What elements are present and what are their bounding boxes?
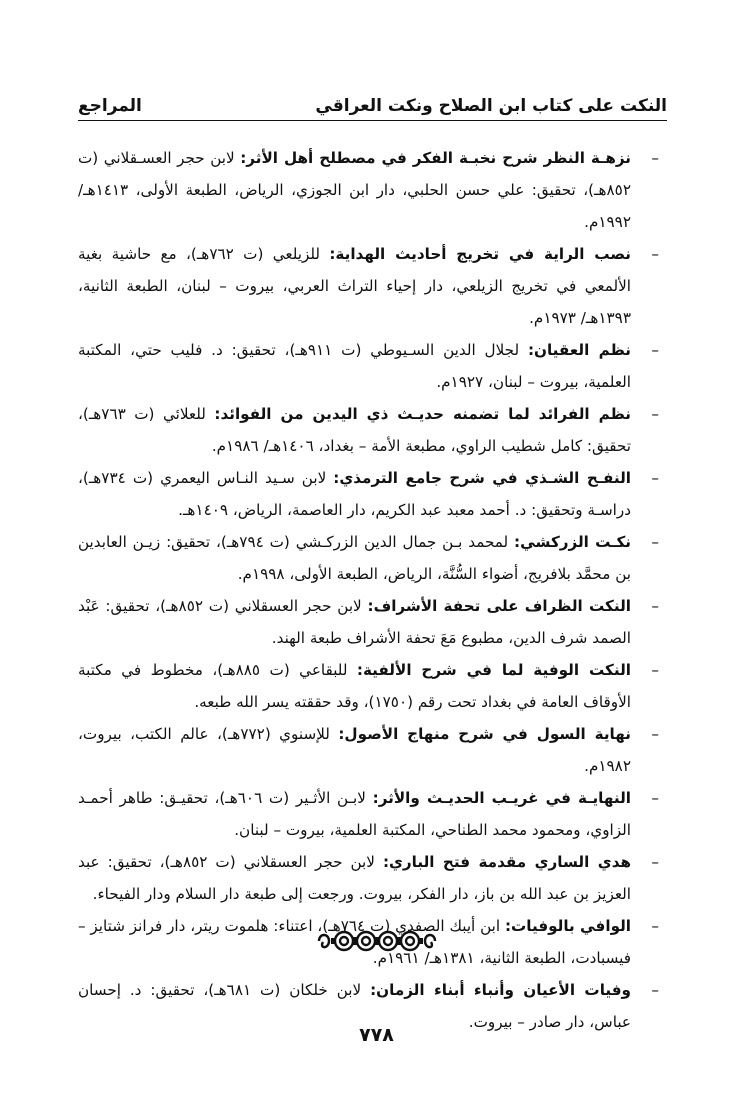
reference-entry: [78, 718, 659, 782]
entry-body: لابـن الأثـير (ت ٦٠٦هـ)، تحقيـق: طاهر أحمـد الزاوي، ومحمود محمد الطناحي، المكتبة العلمية، بيروت – لبنان.: [78, 789, 631, 839]
entry-body: لمحمد بـن جمال الدين الزركـشي (ت ٧٩٤هـ)، تحقيق: زيـن العابدين بن محمَّد بلافريج، أضواء السُّنَّة، الرياض، الطبعة الأولى، ١٩٩٨م.: [78, 533, 631, 583]
entry-dash: –: [651, 405, 659, 423]
entry-title: نكـت الزركشي:: [514, 533, 631, 551]
book-title: النكت على كتاب ابن الصلاح ونكت العراقي: [315, 96, 667, 116]
entry-dash: –: [651, 789, 659, 807]
entry-title: النفـح الشـذي في شرح جامع الترمذي:: [333, 469, 631, 487]
entry-dash: –: [651, 725, 659, 743]
entry-title: النهايـة في غريـب الحديـث والأثر:: [372, 789, 631, 807]
entry-body: للبقاعي (ت ٨٨٥هـ)، مخطوط في مكتبة الأوقاف العامة في بغداد تحت رقم (١٧٥٠)، وقد حققته يسر الله طبعه.: [78, 661, 631, 711]
entry-body: ابن أيبك الصفدي (ت ٧٦٤هـ)، اعتناء: هلموت ريتر، دار فرانز شتايز – فيسبادت، الطبعة الثانية، ١٣٨١هـ/ ١٩٦١م.: [77, 917, 631, 967]
page-number: ٧٧٨: [359, 1024, 394, 1046]
entry-title: نظم العقيان:: [527, 341, 632, 359]
entry-dash: –: [651, 245, 659, 263]
entry-body: لابن خلكان (ت ٦٨١هـ)، تحقيق: د. إحسان عباس، دار صادر – بيروت.: [78, 981, 631, 1031]
running-header: [78, 86, 667, 116]
reference-entry: [78, 238, 659, 334]
entry-title: نصب الراية في تخريج أحاديث الهداية:: [329, 245, 632, 263]
entry-body: لابن حجر العسـقلاني (ت ٨٥٢هـ)، تحقيق: علي حسن الحلبي، دار ابن الجوزي، الرياض، الطبعة الأولى، ١٤١٣هـ/ ١٩٩٢م.: [78, 149, 631, 231]
entry-body: لابن حجر العسقلاني (ت ٨٥٢هـ)، تحقيق: عَبْد الصمد شرف الدين، مطبوع مَعَ تحفة الأشراف طبعة الهند.: [78, 597, 631, 647]
reference-entry: [78, 462, 659, 526]
entry-dash: –: [651, 853, 659, 871]
entry-body: لجلال الدين السـيوطي (ت ٩١١هـ)، تحقيق: د. فليب حتي، المكتبة العلمية، بيروت – لبنان، ١٩٢٧م.: [78, 341, 631, 391]
entry-dash: –: [651, 981, 659, 999]
entry-title: نهاية السول في شرح منهاج الأصول:: [338, 725, 631, 743]
entry-dash: –: [651, 597, 659, 615]
reference-entry: [78, 782, 659, 846]
entry-body: للزيلعي (ت ٧٦٢هـ)، مع حاشية بغية الألمعي في تخريج الزيلعي، دار إحياء التراث العربي، بيروت – لبنان، الطبعة الثانية، ١٣٩٣هـ/ ١٩٧٣م.: [78, 245, 631, 327]
entry-title: نزهـة النظر شرح نخبـة الفكر في مصطلح أهل الأثر:: [240, 149, 631, 167]
entry-dash: –: [651, 661, 659, 679]
entry-body: لابن حجر العسقلاني (ت ٨٥٢هـ)، تحقيق: عبد العزيز بن عبد الله بن باز، دار الفكر، بيروت. ورجعت إلى طبعة دار السلام ودار الفيحاء.: [78, 853, 631, 903]
decorative-ornament-icon: [0, 928, 753, 954]
references-list: [78, 142, 659, 1038]
reference-entry: [78, 654, 659, 718]
reference-entry: [78, 142, 659, 238]
entry-title: نظم الفرائد لما تضمنه حديـث ذي اليدين من الفوائد:: [214, 405, 631, 423]
section-title: المراجع: [78, 96, 142, 116]
entry-dash: –: [651, 917, 659, 935]
entry-dash: –: [651, 533, 659, 551]
entry-dash: –: [651, 149, 659, 167]
header-divider: [78, 120, 667, 121]
reference-entry: [78, 590, 659, 654]
entry-body: للإسنوي (٧٧٢هـ)، عالم الكتب، بيروت، ١٩٨٢م.: [78, 725, 631, 775]
reference-entry: [78, 334, 659, 398]
reference-entry: [78, 846, 659, 910]
entry-title: النكت الوفية لما في شرح الألفية:: [356, 661, 631, 679]
entry-title: الوافي بالوفيات:: [504, 917, 631, 935]
entry-title: وفيات الأعيان وأنباء أبناء الزمان:: [370, 981, 631, 999]
entry-title: النكت الظراف على تحفة الأشراف:: [367, 597, 631, 615]
entry-body: لابن سـيد النـاس اليعمري (ت ٧٣٤هـ)، دراسـة وتحقيق: د. أحمد معبد عبد الكريم، دار العاصمة، الرياض، ١٤٠٩هـ.: [78, 469, 631, 519]
entry-body: للعلائي (ت ٧٦٣هـ)، تحقيق: كامل شطيب الراوي، مطبعة الأمة – بغداد، ١٤٠٦هـ/ ١٩٨٦م.: [78, 405, 631, 455]
reference-entry: [78, 526, 659, 590]
entry-dash: –: [651, 341, 659, 359]
entry-title: هدي الساري مقدمة فتح الباري:: [382, 853, 631, 871]
entry-dash: –: [651, 469, 659, 487]
reference-entry: [78, 398, 659, 462]
